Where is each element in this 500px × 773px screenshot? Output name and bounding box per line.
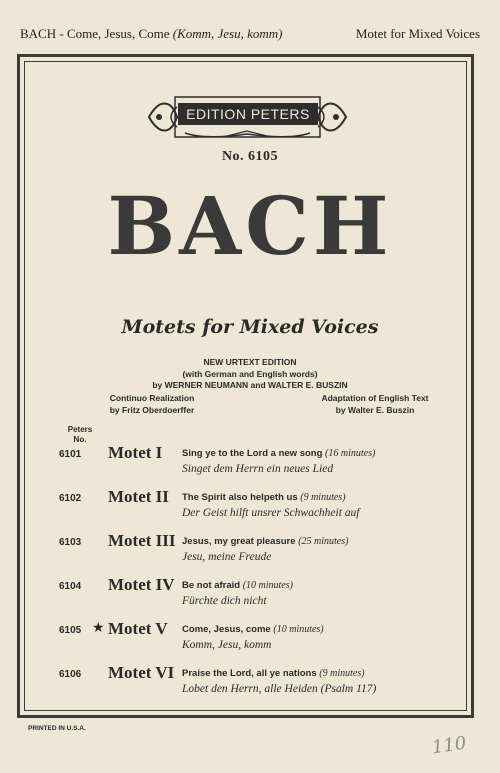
motet-number: 6103 (59, 537, 82, 548)
motet-english-title (182, 668, 365, 679)
motet-number: 6101 (59, 449, 82, 460)
motet-english-text: Jesus, my great pleasure (182, 536, 296, 547)
motet-title: Motet V (108, 619, 168, 638)
continuo-credit (72, 393, 232, 416)
motet-german-title: Der Geist hilft unsrer Schwachheit auf (182, 507, 360, 519)
collection-title: Motets for Mixed Voices (121, 316, 379, 338)
edition-line-3: by WERNER NEUMANN and WALTER E. BUSZIN (152, 380, 348, 390)
motet-duration: (25 minutes) (298, 536, 349, 547)
peters-header-line-2: No. (73, 435, 87, 444)
motet-english-text: Sing ye to the Lord a new song (182, 448, 323, 459)
motet-duration: (16 minutes) (325, 448, 376, 459)
motet-english-title (182, 624, 324, 635)
publisher-logo: EDITION PETERS (178, 103, 318, 125)
continuo-credit-name: by Fritz Oberdoerffer (109, 404, 195, 415)
edition-line-2: (with German and English words) (182, 368, 318, 379)
motet-english-text: Come, Jesus, come (182, 624, 271, 635)
motet-german-title: Jesu, meine Freude (182, 551, 272, 563)
motet-number: 6105 (59, 625, 82, 636)
continuo-credit-title: Continuo Realization (109, 393, 195, 403)
motet-english-text: The Spirit also helpeth us (182, 492, 298, 503)
running-head-left (20, 26, 283, 42)
motet-row (0, 663, 500, 703)
motet-row (0, 443, 500, 483)
catalog-number: No. 6105 (221, 149, 279, 164)
motet-title: Motet VI (108, 663, 175, 682)
motet-duration: (9 minutes) (300, 492, 346, 503)
motet-english-title (182, 448, 375, 459)
motet-title: Motet I (108, 443, 163, 462)
running-head-german-title: (Komm, Jesu, komm) (172, 26, 283, 41)
running-head-title: BACH - Come, Jesus, Come (20, 26, 170, 41)
edition-info (0, 357, 500, 392)
motet-english-title (182, 492, 346, 503)
motet-row (0, 487, 500, 527)
motet-duration: (10 minutes) (242, 580, 293, 591)
edition-line-1: NEW URTEXT EDITION (203, 357, 297, 367)
running-head (20, 26, 480, 42)
peters-number-header (60, 425, 100, 445)
motet-row (0, 531, 500, 571)
motet-title: Motet IV (108, 575, 175, 594)
motet-english-text: Praise the Lord, all ye nations (182, 668, 317, 679)
adaptation-credit-title: Adaptation of English Text (321, 393, 429, 403)
peters-header-line-1: Peters (67, 425, 93, 434)
motet-english-text: Be not afraid (182, 580, 241, 591)
motet-title: Motet II (108, 487, 169, 506)
running-head-right: Motet for Mixed Voices (355, 26, 480, 41)
composer-name: BACH (107, 179, 393, 273)
motet-row (0, 619, 500, 659)
motet-german-title: Fürchte dich nicht (182, 595, 267, 607)
printed-in-usa: PRINTED IN U.S.A. (28, 725, 86, 732)
motet-row (0, 575, 500, 615)
star-icon: ★ (92, 621, 105, 636)
motet-english-title (182, 580, 293, 591)
motet-duration: (10 minutes) (273, 624, 324, 635)
motet-title: Motet III (108, 531, 176, 550)
adaptation-credit-name: by Walter E. Buszin (335, 404, 415, 415)
motet-english-title (182, 536, 348, 547)
adaptation-credit (295, 393, 455, 416)
motet-german-title: Komm, Jesu, komm (182, 639, 272, 651)
motet-number: 6104 (59, 581, 82, 592)
handwritten-note: 110 (430, 732, 468, 759)
motet-number: 6102 (59, 493, 82, 504)
motet-duration: (9 minutes) (319, 668, 365, 679)
motet-number: 6106 (59, 669, 82, 680)
motet-german-title: Singet dem Herrn ein neues Lied (182, 463, 334, 475)
motet-german-title: Lobet den Herrn, alle Heiden (Psalm 117) (182, 683, 377, 695)
